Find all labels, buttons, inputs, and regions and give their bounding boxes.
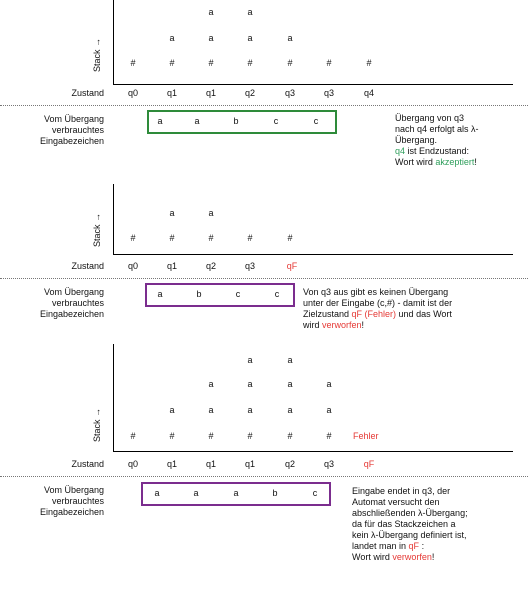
stack-symbol: # (130, 233, 136, 243)
stack-symbol: # (130, 431, 136, 441)
stack-symbol: a (326, 405, 332, 415)
consumed-label: Vom Übergang verbrauchtes Eingabezeichen (39, 114, 104, 146)
stack-symbol: # (287, 58, 293, 68)
explanation-3: Eingabe endet in q3, der Automat versucht den abschließenden λ-Übergang; da für das Stackzeichen a kein λ-Übergang definiert ist, landet man in qF : Wort wird verworfen! (352, 486, 468, 562)
state-label: q1 (205, 459, 216, 469)
state-label: q3 (323, 459, 334, 469)
separator (0, 278, 528, 279)
error-label: Fehler (353, 431, 379, 441)
state-label: q1 (166, 88, 177, 98)
consumed-label: Vom Übergang verbrauchtes Eingabezeichen (39, 485, 104, 517)
stack-axis-2 (113, 184, 114, 254)
stack-symbol: # (169, 431, 175, 441)
state-label: q4 (363, 88, 374, 98)
stack-symbol: a (208, 208, 214, 218)
stack-symbol: a (169, 405, 175, 415)
state-label: q3 (284, 88, 295, 98)
input-symbol: a (194, 116, 200, 126)
stack-symbol: # (130, 58, 136, 68)
stack-symbol: # (366, 58, 372, 68)
stack-symbol: a (247, 355, 253, 365)
stack-axis-label-3: Stack → (92, 407, 102, 442)
input-symbol: a (157, 116, 163, 126)
stack-symbol: a (247, 7, 253, 17)
stack-axis-3 (113, 344, 114, 451)
stack-symbol: a (247, 33, 253, 43)
state-label: q2 (284, 459, 295, 469)
stack-symbol: # (208, 233, 214, 243)
state-label: q2 (244, 88, 255, 98)
input-symbol: b (233, 116, 239, 126)
stack-axis-label-1: Stack → (92, 37, 102, 72)
state-label: q1 (166, 261, 177, 271)
stack-symbol: # (287, 431, 293, 441)
stack-symbol: a (208, 379, 214, 389)
stack-symbol: # (247, 233, 253, 243)
stack-symbol: # (208, 58, 214, 68)
stack-symbol: # (287, 233, 293, 243)
input-symbol: c (235, 289, 241, 299)
state-axis-2 (113, 254, 513, 255)
input-symbol: b (272, 488, 278, 498)
stack-symbol: a (287, 33, 293, 43)
zustand-label: Zustand (71, 261, 104, 271)
input-symbol: b (196, 289, 202, 299)
stack-symbol: a (247, 379, 253, 389)
stack-symbol: # (169, 58, 175, 68)
input-symbol: a (233, 488, 239, 498)
state-label: q1 (205, 88, 216, 98)
state-label: q1 (166, 459, 177, 469)
input-symbol: c (273, 116, 279, 126)
zustand-label: Zustand (71, 88, 104, 98)
state-label: q3 (323, 88, 334, 98)
stack-symbol: # (208, 431, 214, 441)
state-axis-3 (113, 451, 513, 452)
stack-symbol: a (326, 379, 332, 389)
explanation-2: Von q3 aus gibt es keinen Übergang unter der Eingabe (c,#) - damit ist der Zielzustand qF (Fehler) und das Wort wird verworfen! (303, 287, 453, 330)
input-symbol: a (154, 488, 160, 498)
stack-symbol: a (208, 405, 214, 415)
stack-symbol: a (208, 33, 214, 43)
stack-symbol: a (247, 405, 253, 415)
explanation-1: Übergang von q3 nach q4 erfolgt als λ- Übergang. q4 ist Endzustand: Wort wird akzeptiert! (395, 113, 479, 167)
input-symbol: a (157, 289, 163, 299)
stack-symbol: # (247, 58, 253, 68)
separator (0, 476, 528, 477)
state-label-error: qF (286, 261, 298, 271)
separator (0, 105, 528, 106)
stack-symbol: # (326, 58, 332, 68)
input-symbol: c (313, 116, 319, 126)
stack-symbol: a (287, 405, 293, 415)
input-symbol: a (193, 488, 199, 498)
stack-symbol: a (287, 355, 293, 365)
state-label-error: qF (363, 459, 375, 469)
input-symbol: c (274, 289, 280, 299)
state-axis-1 (113, 84, 513, 85)
state-label: q0 (127, 88, 138, 98)
state-label: q1 (244, 459, 255, 469)
state-label: q3 (244, 261, 255, 271)
stack-symbol: # (169, 233, 175, 243)
stack-symbol: a (208, 7, 214, 17)
stack-symbol: a (287, 379, 293, 389)
state-label: q2 (205, 261, 216, 271)
stack-axis-1 (113, 0, 114, 84)
input-symbol: c (312, 488, 318, 498)
state-label: q0 (127, 459, 138, 469)
stack-symbol: # (326, 431, 332, 441)
stack-axis-label-2: Stack → (92, 212, 102, 247)
stack-symbol: a (169, 208, 175, 218)
stack-symbol: a (169, 33, 175, 43)
state-label: q0 (127, 261, 138, 271)
consumed-label: Vom Übergang verbrauchtes Eingabezeichen (39, 287, 104, 319)
zustand-label: Zustand (71, 459, 104, 469)
stack-symbol: # (247, 431, 253, 441)
